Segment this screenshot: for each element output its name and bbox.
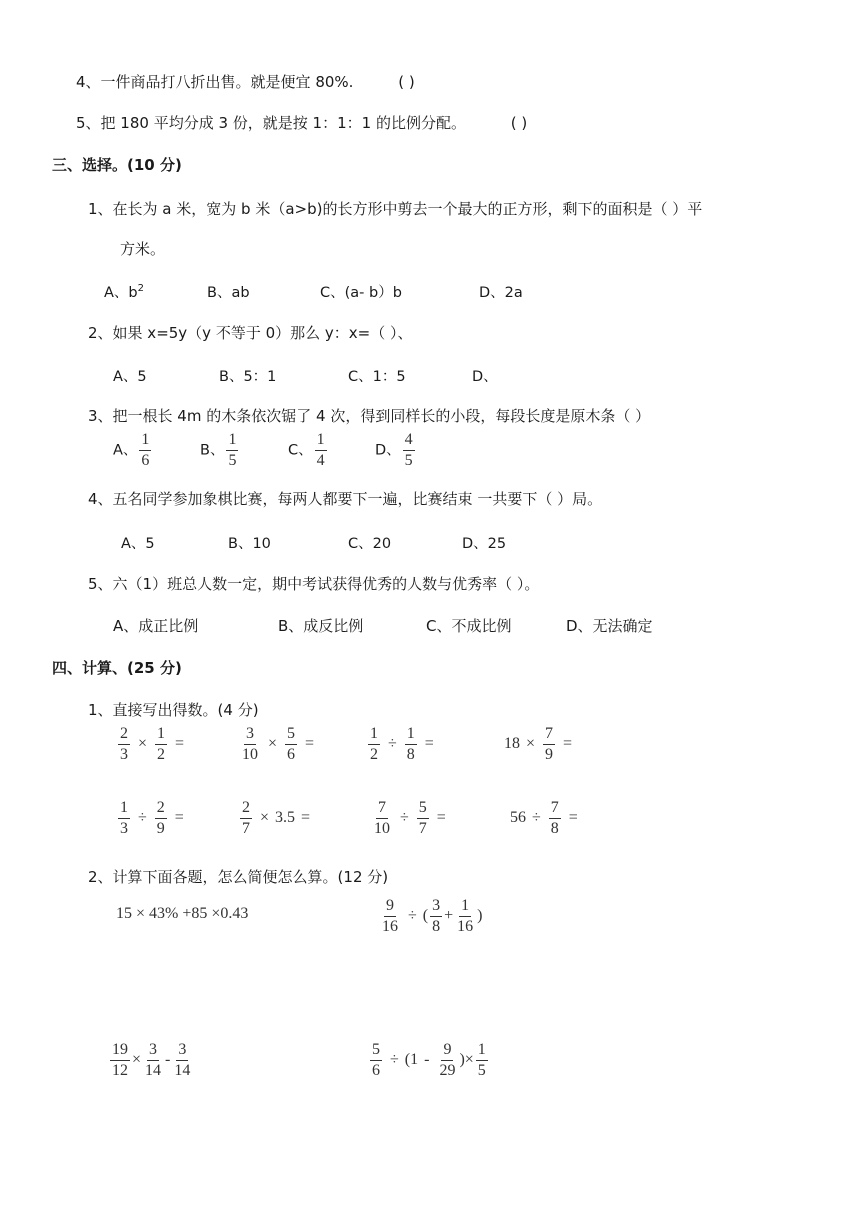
numerator: 1 xyxy=(139,432,151,451)
option-d[interactable]: D、 xyxy=(472,369,498,385)
numerator: 3 xyxy=(147,1042,159,1061)
numerator: 1 xyxy=(368,726,380,745)
calc-problem-2 xyxy=(378,898,482,935)
denominator: 5 xyxy=(477,1062,486,1079)
denominator: 5 xyxy=(228,452,237,469)
calc-problem-3 xyxy=(108,1042,194,1079)
numerator: 3 xyxy=(244,726,256,745)
denominator: 8 xyxy=(432,918,441,935)
fraction xyxy=(549,800,561,837)
option-label: C、 xyxy=(288,442,313,459)
numerator: 7 xyxy=(543,726,555,745)
operator: - xyxy=(165,1051,171,1069)
numerator: 5 xyxy=(417,800,429,819)
operator: × xyxy=(526,735,536,753)
number: 18 xyxy=(504,735,520,753)
operator: ÷ xyxy=(138,809,147,827)
oral-calc-1 xyxy=(116,726,190,763)
fraction xyxy=(285,726,297,763)
oral-calc-4 xyxy=(504,726,578,763)
subsection-title: 1、直接写出得数。(4 分) xyxy=(88,701,259,719)
fraction xyxy=(368,726,380,763)
numerator: 1 xyxy=(226,432,238,451)
denominator: 9 xyxy=(545,746,554,763)
fraction xyxy=(172,1042,192,1079)
denominator: 8 xyxy=(406,746,415,763)
option-d[interactable] xyxy=(375,432,417,469)
option-label: B、 xyxy=(200,442,225,459)
answer-blank[interactable]: ( ) xyxy=(398,73,415,91)
option-label: A、b xyxy=(104,285,138,301)
option-d[interactable]: D、无法确定 xyxy=(566,617,653,635)
choice-question-3: 3、把一根长 4m 的木条依次锯了 4 次，得到同样长的小段，每段长度是原木条（ ） xyxy=(88,407,651,425)
option-a[interactable] xyxy=(104,281,144,302)
operator: ÷ xyxy=(388,735,397,753)
numerator: 5 xyxy=(370,1042,382,1061)
numerator: 1 xyxy=(155,726,167,745)
option-c[interactable]: C、1：5 xyxy=(348,369,406,385)
denominator: 4 xyxy=(316,452,325,469)
fraction xyxy=(372,800,392,837)
section-title: 三、选择。(10 分) xyxy=(52,156,182,174)
denominator: 6 xyxy=(287,746,296,763)
judge-question-5 xyxy=(76,112,527,133)
fraction xyxy=(240,800,252,837)
fraction xyxy=(405,726,417,763)
equals-sign: = xyxy=(301,809,311,827)
choice-question-5: 5、六（1）班总人数一定，期中考试获得优秀的人数与优秀率（ ）。 xyxy=(88,575,540,593)
numerator: 2 xyxy=(155,800,167,819)
choice-question-1-line2: 方米。 xyxy=(120,240,166,258)
option-c[interactable]: C、(a- b）b xyxy=(320,285,402,301)
denominator: 14 xyxy=(145,1062,162,1079)
answer-blank[interactable]: ( ) xyxy=(510,114,528,132)
option-d[interactable]: D、25 xyxy=(462,536,507,552)
fraction xyxy=(380,898,400,935)
operator: × xyxy=(260,809,270,827)
question-text: 4、一件商品打八折出售。就是便宜 80%. xyxy=(76,73,354,91)
operator: × xyxy=(268,735,278,753)
option-d[interactable]: D、2a xyxy=(479,285,523,301)
equals-sign: = xyxy=(305,735,315,753)
denominator: 6 xyxy=(372,1062,380,1079)
option-a[interactable] xyxy=(113,432,153,469)
left-paren: ( xyxy=(422,907,429,925)
option-label: D、 xyxy=(375,442,401,459)
numerator: 1 xyxy=(405,726,417,745)
denominator: 12 xyxy=(112,1062,128,1079)
fraction xyxy=(403,432,415,469)
option-b[interactable]: B、5：1 xyxy=(219,369,277,385)
numerator: 2 xyxy=(240,800,252,819)
denominator: 2 xyxy=(157,746,166,763)
question-text: 5、把 180 平均分成 3 份，就是按 1：1：1 的比例分配。 xyxy=(76,114,466,132)
left-paren: (1 xyxy=(404,1051,419,1069)
denominator: 29 xyxy=(439,1062,456,1079)
equals-sign: = xyxy=(174,809,184,827)
operator: ÷ xyxy=(532,809,541,827)
numerator: 9 xyxy=(384,898,396,917)
fraction xyxy=(118,800,130,837)
operator: ÷ xyxy=(390,1051,399,1069)
denominator: 9 xyxy=(156,820,165,837)
fraction xyxy=(139,432,151,469)
right-paren: ) xyxy=(477,907,483,925)
fraction xyxy=(143,1042,163,1079)
option-b[interactable]: B、ab xyxy=(207,285,250,301)
denominator: 7 xyxy=(242,820,250,837)
numerator: 9 xyxy=(441,1042,453,1061)
denominator: 7 xyxy=(418,820,427,837)
option-b[interactable]: B、10 xyxy=(228,536,271,552)
fraction xyxy=(155,726,167,763)
numerator: 3 xyxy=(430,898,442,917)
fraction xyxy=(430,898,442,935)
denominator: 5 xyxy=(404,452,413,469)
fraction xyxy=(455,898,475,935)
numerator: 1 xyxy=(118,800,130,819)
equals-sign: = xyxy=(424,735,434,753)
fraction xyxy=(118,726,130,763)
denominator: 6 xyxy=(141,452,150,469)
oral-calc-8 xyxy=(510,800,584,837)
subsection-title: 2、计算下面各题，怎么简便怎么算。(12 分) xyxy=(88,868,389,886)
numerator: 19 xyxy=(110,1042,130,1061)
denominator: 3 xyxy=(120,746,128,763)
option-label: A、 xyxy=(113,442,138,459)
operator: × xyxy=(464,1051,474,1069)
fraction xyxy=(417,800,429,837)
numerator: 1 xyxy=(315,432,327,451)
option-b[interactable]: B、成反比例 xyxy=(278,617,364,635)
equals-sign: = xyxy=(175,735,185,753)
equals-sign: = xyxy=(568,809,578,827)
numerator: 7 xyxy=(549,800,561,819)
choice-question-2: 2、如果 x=5y（y 不等于 0）那么 y：x=（ ）、 xyxy=(88,324,413,342)
fraction xyxy=(155,800,167,837)
fraction xyxy=(315,432,327,469)
choice-question-1-line1: 1、在长为 a 米，宽为 b 米（a>b)的长方形中剪去一个最大的正方形，剩下的面积是（ ）平 xyxy=(88,200,703,218)
equals-sign: = xyxy=(436,809,446,827)
oral-calc-5 xyxy=(116,800,190,837)
fraction xyxy=(437,1042,457,1079)
number: 3.5 xyxy=(275,809,296,827)
denominator: 3 xyxy=(120,820,128,837)
option-c[interactable]: C、20 xyxy=(348,536,392,552)
judge-question-4 xyxy=(76,71,415,92)
numerator: 4 xyxy=(403,432,415,451)
denominator: 14 xyxy=(174,1062,191,1079)
numerator: 5 xyxy=(285,726,297,745)
fraction xyxy=(370,1042,382,1079)
option-c[interactable]: C、不成比例 xyxy=(426,617,512,635)
operator: × xyxy=(138,735,148,753)
option-b[interactable] xyxy=(200,432,240,469)
oral-calc-2 xyxy=(238,726,320,763)
calc-problem-4 xyxy=(368,1042,490,1079)
operator: × xyxy=(132,1051,142,1069)
operator: + xyxy=(444,907,454,925)
numerator: 7 xyxy=(376,800,388,819)
fraction xyxy=(110,1042,130,1079)
choice-question-4: 4、五名同学参加象棋比赛，每两人都要下一遍，比赛结束 一共要下（ ）局。 xyxy=(88,490,603,508)
fraction xyxy=(226,432,238,469)
superscript: 2 xyxy=(137,283,144,295)
fraction xyxy=(543,726,555,763)
option-a[interactable]: A、5 xyxy=(113,369,147,385)
fraction xyxy=(476,1042,488,1079)
equals-sign: = xyxy=(563,735,573,753)
right-paren: ) xyxy=(459,1051,465,1069)
operator: - xyxy=(424,1051,430,1069)
option-a[interactable]: A、5 xyxy=(121,536,155,552)
calc-problem-1: 15 × 43% +85 ×0.43 xyxy=(116,905,249,922)
denominator: 2 xyxy=(370,746,378,763)
option-c[interactable] xyxy=(288,432,329,469)
oral-calc-3 xyxy=(366,726,440,763)
numerator: 1 xyxy=(459,898,471,917)
denominator: 16 xyxy=(457,918,474,935)
oral-calc-7 xyxy=(370,800,452,837)
numerator: 1 xyxy=(476,1042,488,1061)
denominator: 10 xyxy=(242,746,258,763)
number: 56 xyxy=(510,809,526,827)
section-title: 四、计算、(25 分) xyxy=(52,659,182,677)
numerator: 3 xyxy=(176,1042,188,1061)
oral-calc-6 xyxy=(238,800,316,837)
operator: ÷ xyxy=(408,907,417,925)
option-a[interactable]: A、成正比例 xyxy=(113,617,199,635)
numerator: 2 xyxy=(118,726,130,745)
denominator: 16 xyxy=(382,918,398,935)
operator: ÷ xyxy=(400,809,409,827)
denominator: 10 xyxy=(374,820,390,837)
denominator: 8 xyxy=(550,820,559,837)
fraction xyxy=(240,726,260,763)
